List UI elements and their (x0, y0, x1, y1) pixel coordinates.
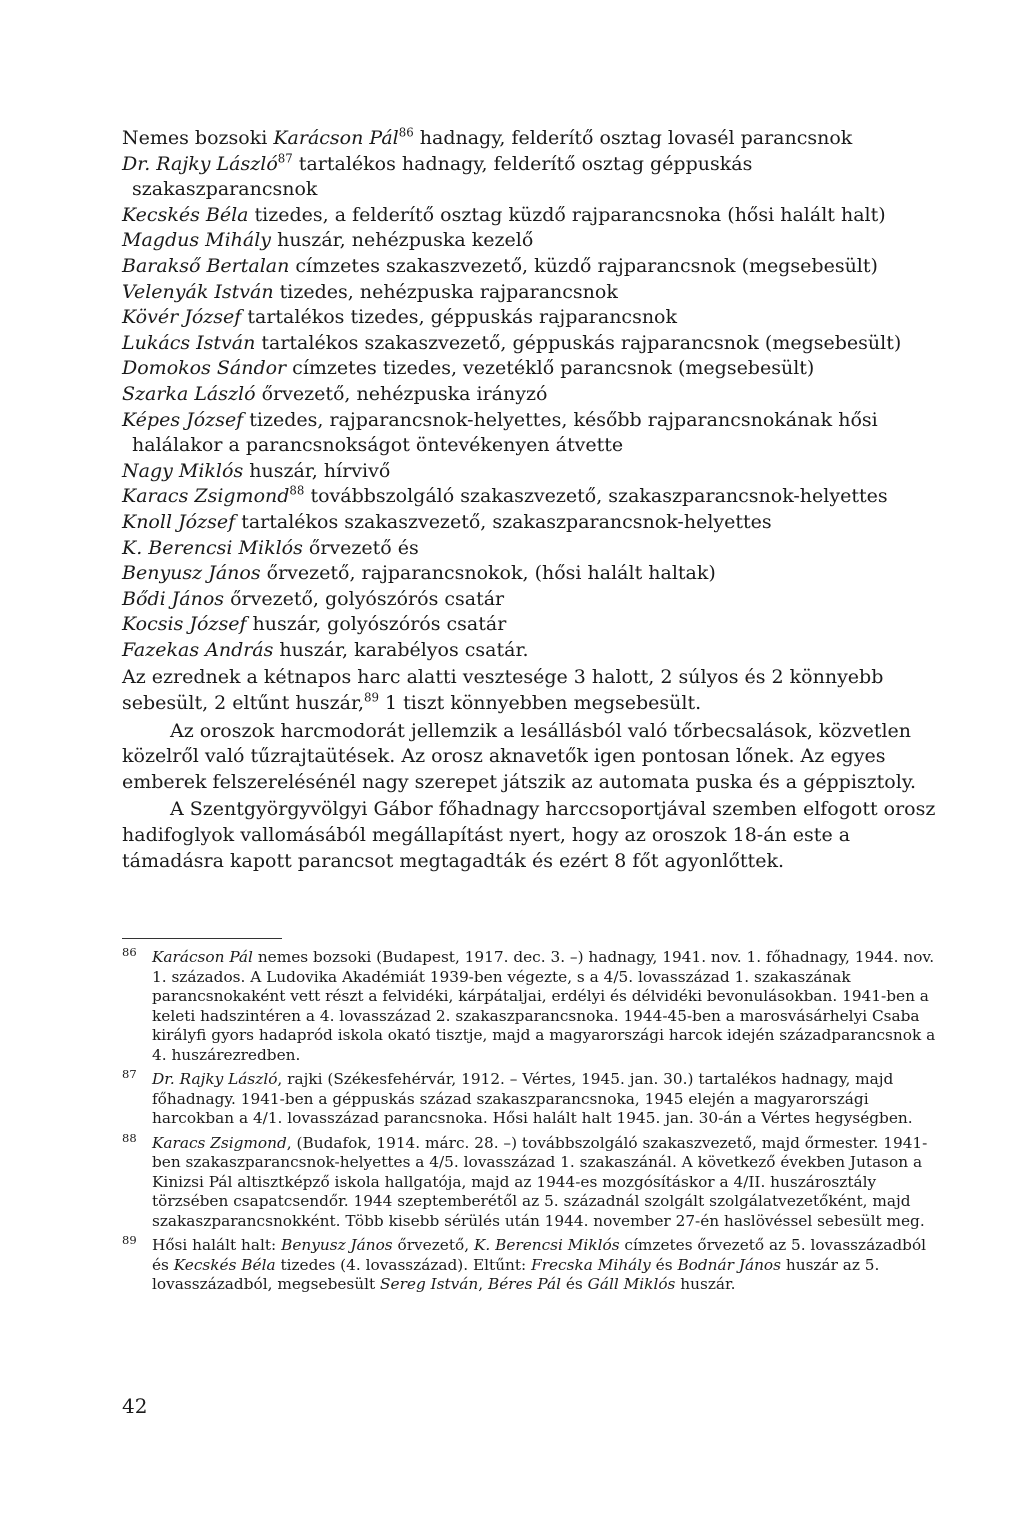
person-name: K. Berencsi Miklós (122, 536, 303, 559)
footnote-number: 86 (122, 945, 137, 959)
person-name: Domokos Sándor (122, 357, 287, 380)
person-name: Kocsis József (122, 613, 247, 636)
losses-text-end: 1 tiszt könnyebben megsebesült. (379, 692, 702, 715)
footnote-number: 87 (122, 1067, 137, 1081)
person-name: Szarka László (122, 382, 256, 405)
entry-text: őrvezető, golyószórós csatár (224, 587, 505, 610)
footnote-name: Dr. Rajky László (152, 1070, 278, 1088)
footnote-divider (122, 938, 282, 939)
footnote-name: Gáll Miklós (587, 1275, 676, 1293)
tactics-paragraph: Az oroszok harcmodorát jellemzik a lesállásból való tőrbecsalások, közvetlen közelről való tűzrajtaütések. Az orosz aknavetők igen pontosan lőnek. Az egyes emberek felszerelésénél nagy szerepet játszik az automata puska és a géppisztoly. (122, 719, 917, 793)
person-name: Dr. Rajky László (122, 152, 278, 175)
person-name: Knoll József (122, 510, 236, 533)
footnote-ref: 88 (289, 483, 305, 498)
roster-entry (122, 382, 942, 408)
roster-entry (122, 638, 942, 664)
entry-text: huszár, nehézpuska kezelő (271, 229, 534, 252)
footnote-number: 88 (122, 1130, 137, 1145)
footnote-name: Bodnár János (677, 1255, 781, 1274)
footnote-87 (122, 1067, 942, 1129)
footnote-88 (122, 1130, 942, 1232)
footnote-text: Hősi halált halt: (152, 1236, 282, 1254)
roster-entry (122, 459, 942, 485)
footnote-name: Karácson Pál (152, 948, 253, 966)
footnote-text: tizedes (4. lovasszázad). Eltűnt: (275, 1255, 532, 1274)
footnotes (122, 945, 942, 1300)
person-name: Képes József (122, 408, 244, 431)
roster-entry (122, 356, 942, 382)
person-name: Kövér József (122, 306, 242, 329)
roster-entry (122, 408, 942, 459)
footnote-name: Béres Pál (488, 1275, 561, 1293)
entry-text: tartalékos szakaszvezető, géppuskás rajparancsnok (megsebesült) (255, 331, 902, 354)
roster-entry (122, 484, 942, 510)
entry-text: őrvezető és (302, 536, 419, 559)
roster-entry (122, 280, 942, 306)
footnote-86 (122, 945, 942, 1065)
roster-entry (122, 228, 942, 254)
entry-text: tizedes, a felderítő osztag küzdő rajparancsnoka (hősi halált halt) (248, 203, 886, 226)
person-name: Kecskés Béla (122, 203, 249, 226)
roster-entry (122, 126, 942, 152)
entry-text: tartalékos tizedes, géppuskás rajparancsnok (241, 306, 678, 329)
footnote-text: , rajki (Székesfehérvár, 1912. – Vértes, 1945. jan. 30.) tartalékos hadnagy, majd főhadnagy. 1941-ben a géppuskás század szakaszparancsnoka, 1945 elején a magyarországi harcokban a 4/1. lovasszázad parancsnoka. Hősi halált halt 1945. jan. 30-án a Vértes hegységben. (152, 1070, 913, 1127)
losses-paragraph (122, 665, 942, 716)
roster-entry (122, 331, 942, 357)
roster-entry (122, 254, 942, 280)
footnote-89 (122, 1233, 942, 1295)
footnote-name: Benyusz János (281, 1236, 393, 1254)
entry-text: hadnagy, felderítő osztag lovasél parancsnok (413, 127, 853, 149)
footnote-ref: 87 (277, 151, 293, 166)
footnote-text: huszár az 5. lovasszázadból, megsebesült (152, 1255, 880, 1293)
roster-entry (122, 561, 942, 587)
footnote-text: őrvezető, (392, 1236, 474, 1254)
footnote-text: huszár. (675, 1275, 736, 1293)
main-text (122, 126, 942, 874)
footnote-text: és (561, 1275, 588, 1293)
footnote-number: 89 (122, 1233, 137, 1247)
entry-text: huszár, golyószórós csatár (246, 613, 507, 636)
footnote-text: , (478, 1275, 488, 1293)
entry-text: huszár, hírvivő (243, 459, 391, 482)
person-name: Nagy Miklós (122, 459, 244, 482)
entry-text: tizedes, rajparancsnok-helyettes, később rajparancsnokának hősi halálakor a parancsnokságot öntevékenyen átvette (132, 408, 878, 457)
footnote-text: és (650, 1255, 678, 1274)
entry-text: továbbszolgáló szakaszvezető, szakaszparancsnok-helyettes (304, 485, 888, 508)
roster-entry (122, 152, 942, 203)
name-prefix: Nemes bozsoki (122, 127, 274, 149)
roster-entry (122, 510, 942, 536)
person-name: Karacs Zsigmond (122, 485, 290, 508)
prisoners-paragraph: A Szentgyörgyvölgyi Gábor főhadnagy harccsoportjával szemben elfogott orosz hadifoglyok vallomásából megállapítást nyert, hogy az oroszok 18-án este a támadásra kapott parancsot megtagadták és ezért 8 főt agyonlőttek. (122, 798, 936, 872)
losses-text: Az ezrednek a kétnapos harc alatti vesztesége 3 halott, 2 súlyos és 2 könnyebb sebesült, 2 eltűnt huszár, (122, 666, 884, 715)
person-name: Velenyák István (122, 280, 274, 303)
roster-entry (122, 305, 942, 331)
person-name: Karácson Pál (273, 127, 399, 149)
roster-entry (122, 612, 942, 638)
person-name: Magdus Mihály (122, 229, 272, 252)
footnote-text: nemes bozsoki (Budapest, 1917. dec. 3. –) hadnagy, 1941. nov. 1. főhadnagy, 1944. nov. 1. százados. A Ludovika Akadémiát 1939-ben végezte, s a 4/5. lovasszázad 1. szakaszának parancsnokaként vett részt a felvidéki, kárpátaljai, erdélyi és délvidéki bevonulásokban. 1941-ben a keleti hadszintéren a 4. lovasszázad 2. szakaszparancsnoka. 1944-45-ben a marosvásárhelyi Csaba királyfi gyors hadapród iskola okató tisztje, majd a magyarországi harcok idején századparancsnok a 4. huszárezredben. (152, 948, 936, 1064)
entry-text: tartalékos hadnagy, felderítő osztag géppuskás szakaszparancsnok (132, 152, 753, 201)
footnote-text: , (Budafok, 1914. márc. 28. –) továbbszolgáló szakaszvezető, majd őrmester. 1941-ben szakaszparancsnok-helyettes a 4/5. lovasszázad 1. szakaszánál. A következő években Jutason a Kinizsi Pál altisztképző iskola hallgatója, majd az 1944-es mozgósításkor a 4/II. huszárosztály törzsében csapatcsendőr. 1944 szeptemberétől az 5. századnál szolgált szolgálatvezetőként, majd szakaszparancsnokként. Több kisebb sérülés után 1944. november 27-én haslövéssel sebesült meg. (152, 1133, 928, 1230)
footnote-name: Frecska Mihály (531, 1255, 651, 1274)
footnote-name: Kecskés Béla (173, 1255, 276, 1274)
entry-text: huszár, karabélyos csatár. (273, 638, 529, 661)
roster-entry (122, 203, 942, 229)
footnote-text: címzetes őrvezető az 5. lovasszázadból és (152, 1236, 927, 1274)
footnote-name: Karacs Zsigmond (152, 1133, 287, 1152)
person-name: Barakső Bertalan (122, 254, 290, 277)
footnote-ref: 86 (398, 125, 414, 140)
footnote-name: Sereg István (380, 1275, 479, 1293)
person-name: Lukács István (122, 331, 256, 354)
entry-text: tartalékos szakaszvezető, szakaszparancsnok-helyettes (235, 510, 772, 533)
entry-text: címzetes szakaszvezető, küzdő rajparancsnok (megsebesült) (289, 254, 878, 277)
person-name: Fazekas András (122, 638, 274, 661)
footnote-ref: 89 (364, 690, 379, 705)
footnote-name: K. Berencsi Miklós (473, 1236, 620, 1254)
page-number: 42 (122, 1394, 148, 1418)
person-name: Benyusz János (122, 562, 261, 585)
entry-text: címzetes tizedes, vezetéklő parancsnok (megsebesült) (286, 357, 815, 380)
entry-text: őrvezető, rajparancsnokok, (hősi halált haltak) (260, 562, 716, 585)
roster-entry (122, 536, 942, 562)
entry-text: tizedes, nehézpuska rajparancsnok (273, 280, 618, 303)
roster-entry (122, 587, 942, 613)
person-name: Bődi János (122, 587, 225, 610)
entry-text: őrvezető, nehézpuska irányzó (255, 382, 548, 405)
